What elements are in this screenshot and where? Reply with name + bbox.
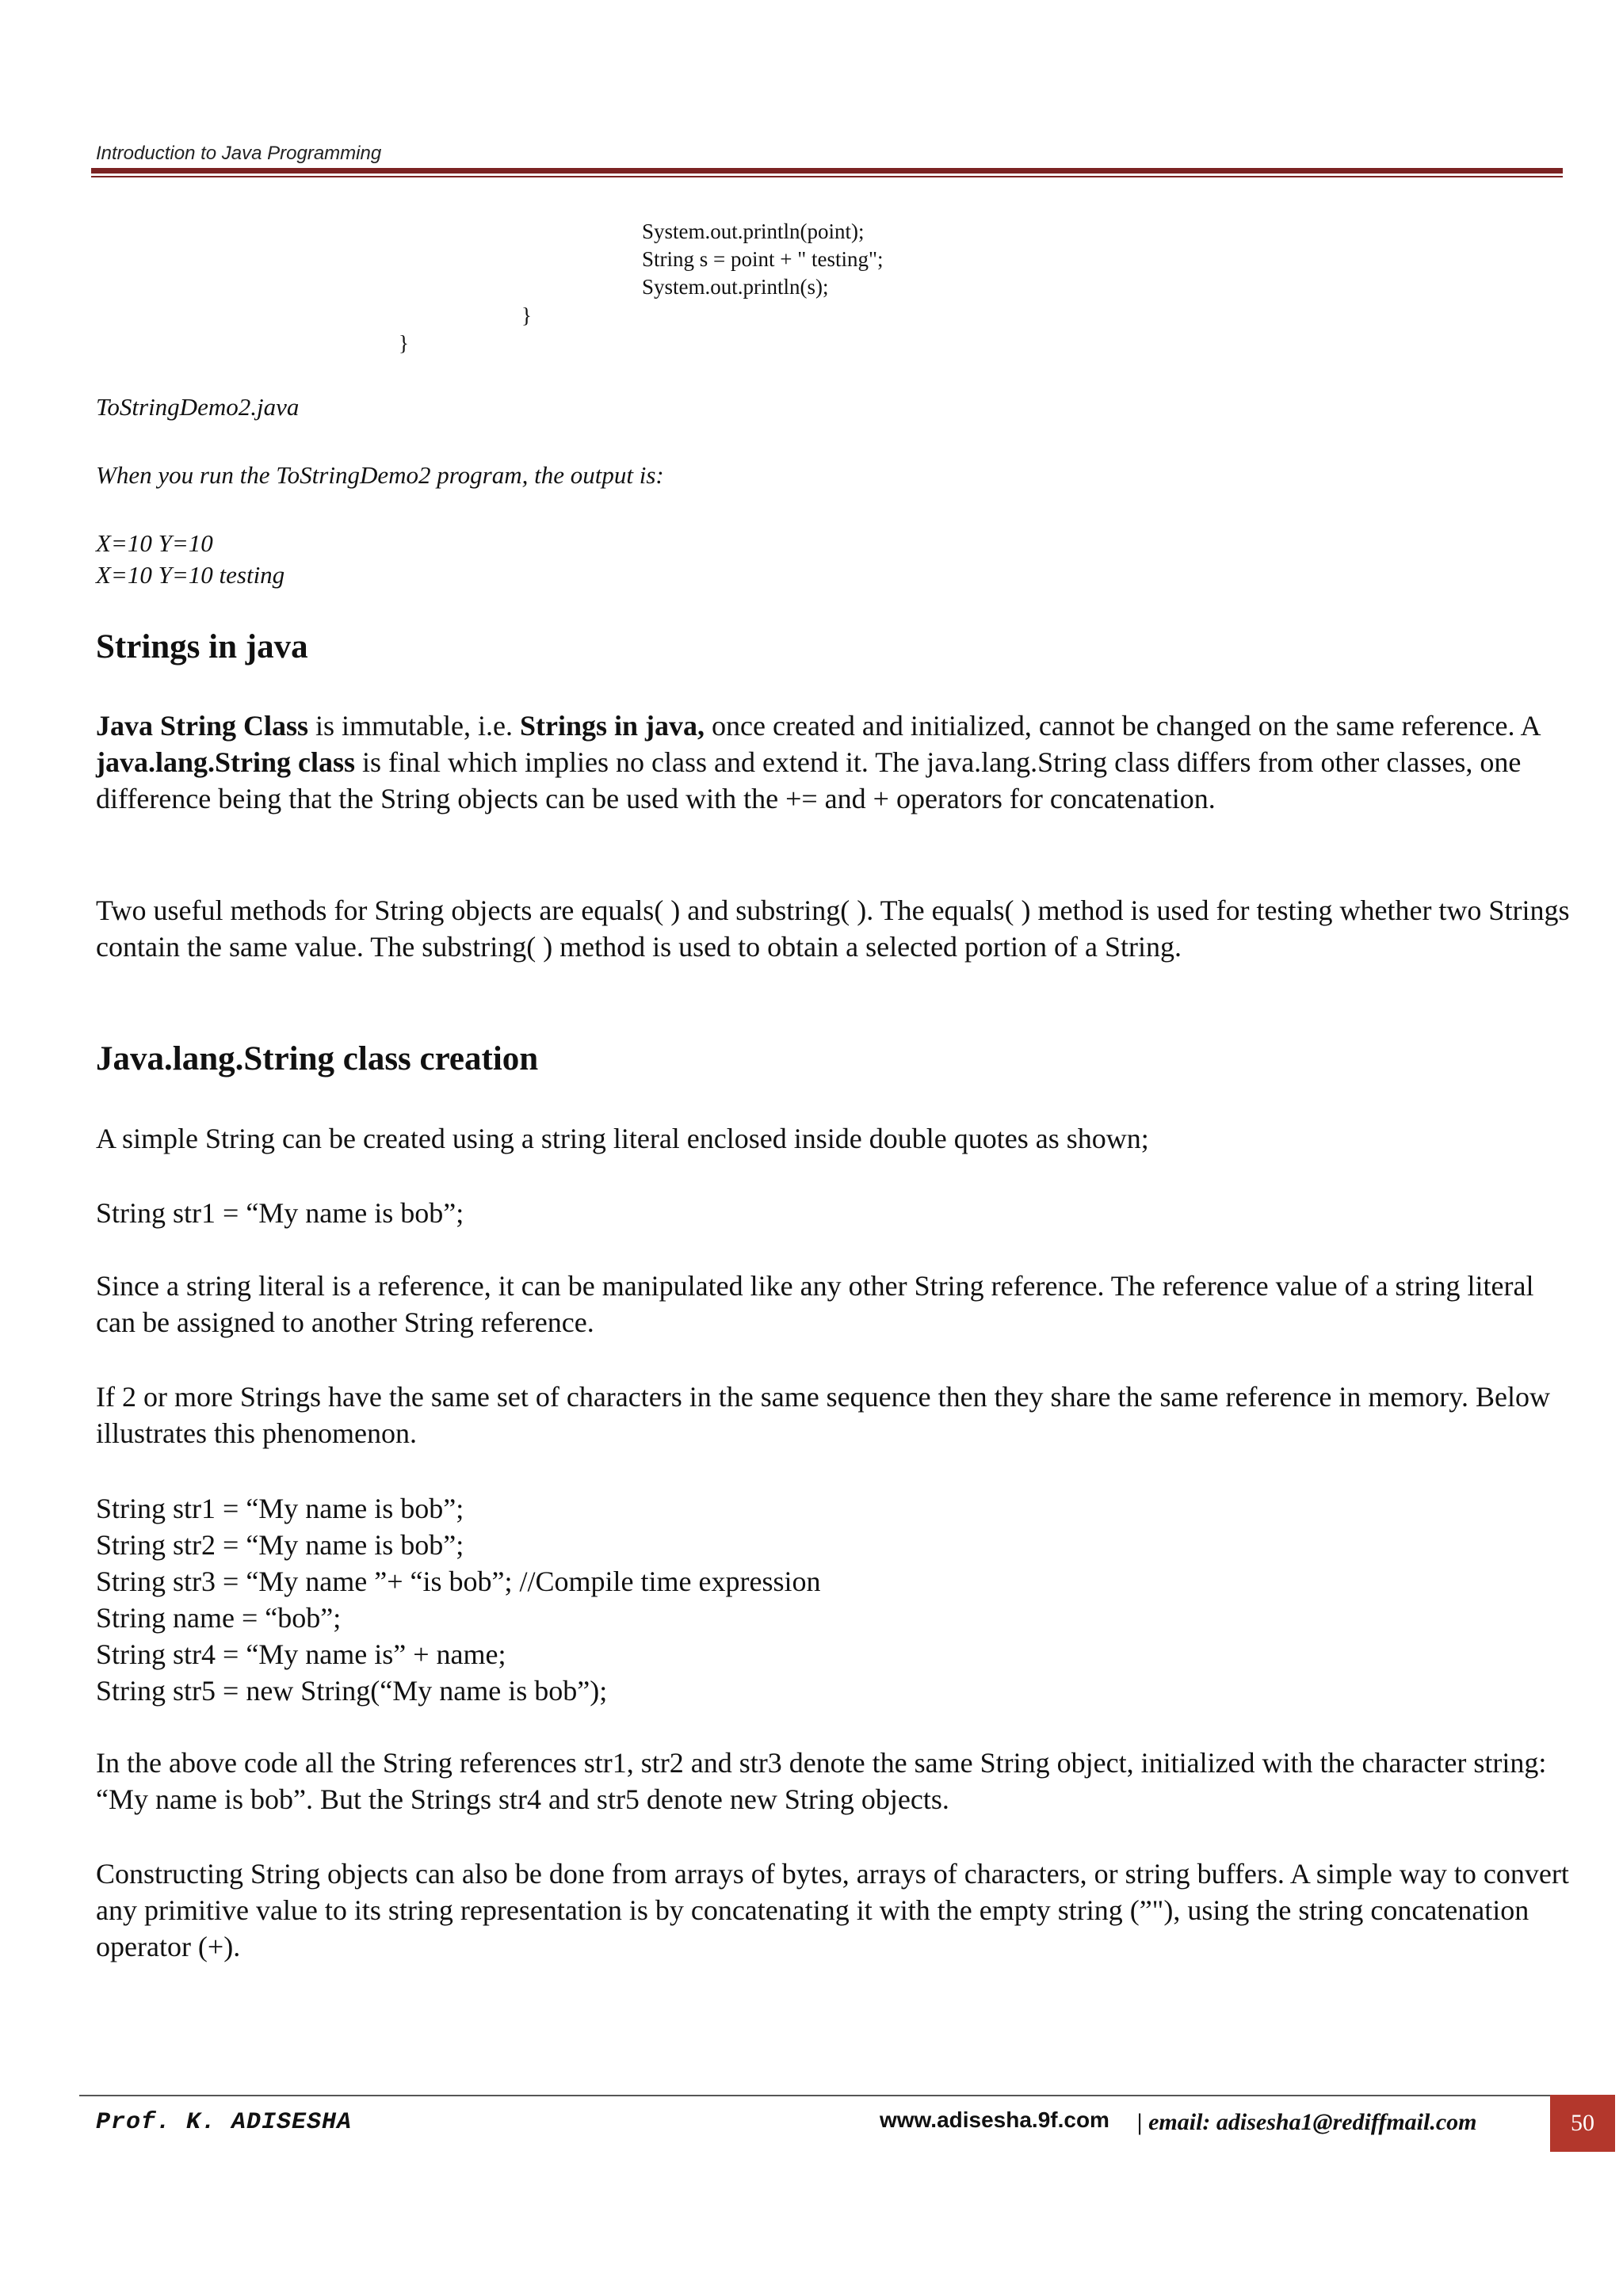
paragraph: If 2 or more Strings have the same set of characters in the same sequence then they share the same reference in memory. Below illustrates this phenomenon.	[96, 1381, 1550, 1449]
paragraph-text: is immutable, i.e.	[308, 710, 520, 742]
header-rule	[91, 168, 1563, 174]
paragraph: In the above code all the String references str1, str2 and str3 denote the same String object, initialized with the character string: “My name is bob”. But the Strings str4 and str5 denote new String objects.	[96, 1747, 1547, 1815]
paragraph: Constructing String objects can also be done from arrays of bytes, arrays of characters, or string buffers. A simple way to convert any primitive value to its string representation is by concatenating it with the empty string (”"), using the string concatenation operator (+).	[96, 1858, 1569, 1962]
code-example-line: String str4 = “My name is” + name;	[96, 1638, 506, 1670]
code-example: String str1 = “My name is bob”;	[96, 1197, 464, 1229]
header-rule-thin	[91, 176, 1563, 177]
section-heading: Java.lang.String class creation	[96, 1040, 539, 1077]
paragraph: A simple String can be created using a string literal enclosed inside double quotes as shown;	[96, 1123, 1149, 1154]
code-example-line: String str1 = “My name is bob”;	[96, 1493, 464, 1524]
paragraph: Since a string literal is a reference, it can be manipulated like any other String reference. The reference value of a string literal can be assigned to another String reference.	[96, 1270, 1534, 1338]
demo-filename: ToStringDemo2.java	[96, 393, 300, 421]
demo-intro: When you run the ToStringDemo2 program, the output is:	[96, 461, 664, 489]
page-number: 50	[1550, 2095, 1615, 2152]
code-example-line: String name = “bob”;	[96, 1602, 342, 1634]
footer-author: Prof. K. ADISESHA	[96, 2109, 353, 2136]
footer-email: | email: adisesha1@rediffmail.com	[1137, 2109, 1477, 2135]
bold-term: java.lang.String class	[96, 746, 356, 778]
bold-term: Strings in java,	[520, 710, 705, 742]
code-example-line: String str3 = “My name ”+ “is bob”; //Compile time expression	[96, 1566, 821, 1597]
code-brace: }	[521, 303, 532, 327]
output-line: X=10 Y=10	[96, 529, 213, 557]
footer-website: www.adisesha.9f.com	[880, 2107, 1109, 2132]
running-header: Introduction to Java Programming	[96, 143, 382, 164]
output-line: X=10 Y=10 testing	[96, 561, 285, 589]
bold-term: Java String Class	[96, 710, 309, 742]
section-heading: Strings in java	[96, 628, 308, 666]
paragraph	[96, 707, 1570, 817]
paragraph: Two useful methods for String objects are equals( ) and substring( ). The equals( ) method is used for testing whether two Strings contain the same value. The substring( ) method is used to obtain a selected portion of a String.	[96, 894, 1570, 963]
code-line: String s = point + " testing";	[642, 247, 884, 271]
code-brace: }	[399, 331, 409, 355]
code-line: System.out.println(s);	[642, 275, 829, 299]
code-example-line: String str5 = new String(“My name is bob”);	[96, 1675, 608, 1707]
code-line: System.out.println(point);	[642, 219, 865, 243]
paragraph-text: is final which implies no class and extend it. The java.lang.String class differs from other classes, one difference being that the String objects can be used with the += and + operators for concatenation.	[96, 746, 1522, 814]
code-example-line: String str2 = “My name is bob”;	[96, 1529, 464, 1561]
footer-rule	[79, 2095, 1553, 2096]
paragraph-text: once created and initialized, cannot be changed on the same reference. A	[705, 710, 1540, 742]
